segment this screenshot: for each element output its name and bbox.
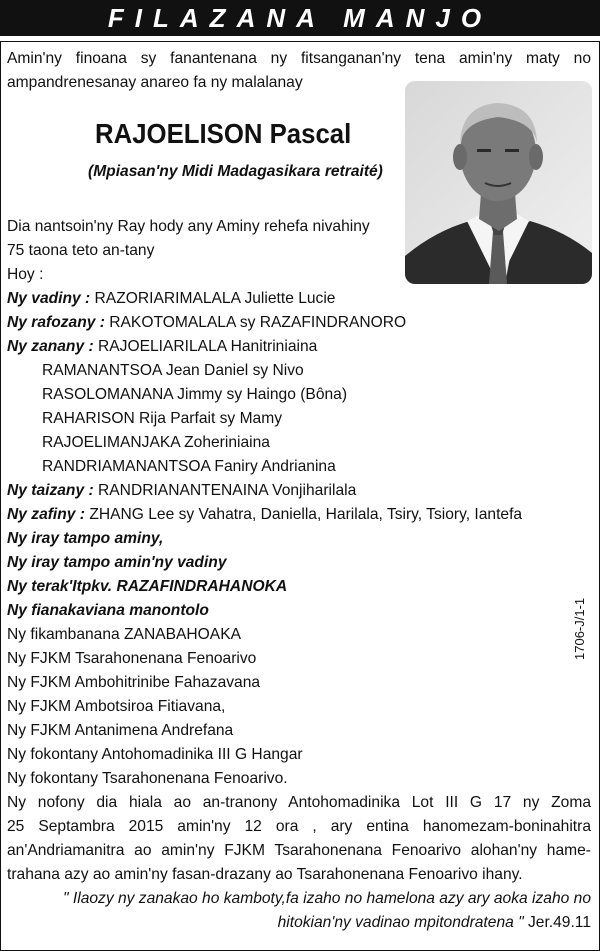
family-children [7, 335, 317, 359]
in-laws-names: RAKOTOMALALA sy RAZAFINDRANORO [109, 314, 407, 331]
organization-item: Ny fokontany Tsarahonenana Fenoarivo. [7, 770, 288, 787]
grandchildren-label: Ny zafiny : [7, 506, 85, 523]
organization-item: Ny fikambanana ZANABAHOAKA [7, 626, 241, 643]
announcement-line-1: Dia nantsoin'ny Ray hody any Aminy rehefa nivahiny [7, 218, 370, 235]
verse-text: hitokian'ny vadinao mpitondratena " [277, 914, 524, 931]
verse-line-2 [7, 911, 591, 935]
intro-line-1: Amin'ny finoana sy fanantenana ny fitsanganan'ny tena amin'ny maty no [7, 50, 591, 67]
deceased-name: RAJOELISON Pascal [95, 118, 352, 149]
siblings-line: Ny iray tampo aminy, [7, 530, 164, 547]
in-laws-label: Ny rafozany : [7, 314, 105, 331]
family-foster [7, 479, 356, 503]
foster-label: Ny taizany : [7, 482, 94, 499]
page-title: FILAZANA MANJO [107, 3, 493, 33]
organization-item: Ny FJKM Tsarahonenana Fenoarivo [7, 650, 257, 667]
family-grandchildren [7, 503, 522, 527]
children-label: Ny zanany : [7, 338, 94, 355]
funeral-line-2: 25 Septambra 2015 amin'ny 12 ora , ary entina hanomezam-boninahitra [7, 818, 591, 835]
descendants-line: Ny terak'Itpkv. RAZAFINDRAHANOKA [7, 578, 288, 595]
funeral-line-4: trahana azy ao amin'ny fasan-drazany ao Tsarahonenana Fenoarivo ihany. [7, 866, 523, 883]
foster-name: RANDRIANANTENAINA Vonjiharilala [98, 482, 357, 499]
grandchildren-names: ZHANG Lee sy Vahatra, Daniella, Harilala, Tsiry, Tsiory, Iantefa [89, 506, 523, 523]
spouse-name: RAZORIARIMALALA Juliette Lucie [94, 290, 336, 307]
intro-line-2: ampandrenesanay anareo fa ny malalanay [7, 74, 303, 91]
organization-item: Ny FJKM Ambohitrinibe Fahazavana [7, 674, 261, 691]
reference-code: 1706-J/1-1 [572, 597, 587, 660]
child-name: RAMANANTSOA Jean Daniel sy Nivo [42, 362, 304, 379]
verse-line-1: " Ilaozy ny zanakao ho kamboty,fa izaho no hamelona azy ary aoka izaho no [63, 890, 591, 907]
deceased-occupation: (Mpiasan'ny Midi Madagasikara retraité) [88, 163, 383, 180]
verse-reference: Jer.49.11 [523, 914, 591, 931]
spouse-label: Ny vadiny : [7, 290, 91, 307]
funeral-line-1: Ny nofony dia hiala ao an-tranony Antohomadinika Lot III G 17 ny Zoma [7, 794, 591, 811]
organization-item: Ny FJKM Antanimena Andrefana [7, 722, 234, 739]
organization-item: Ny FJKM Ambotsiroa Fitiavana, [7, 698, 226, 715]
child-name: RAJOELIARILALA Hanitriniaina [98, 338, 318, 355]
child-name: RANDRIAMANANTSOA Faniry Andrianina [42, 458, 336, 475]
portrait-photo [405, 81, 592, 284]
whole-family-line: Ny fianakaviana manontolo [7, 602, 209, 619]
announcement-line-2: 75 taona teto an-tany [7, 242, 155, 259]
spouse-siblings-line: Ny iray tampo amin'ny vadiny [7, 554, 227, 571]
family-spouse [7, 287, 335, 311]
funeral-line-3: an'Andriamanitra ao amin'ny FJKM Tsarahonenana Fenoarivo alohan'ny hame- [7, 842, 591, 859]
announcement-line-3: Hoy : [7, 266, 44, 283]
child-name: RAHARISON Rija Parfait sy Mamy [42, 410, 283, 427]
family-in-laws [7, 311, 406, 335]
header-bar [0, 0, 600, 39]
child-name: RAJOELIMANJAKA Zoheriniaina [42, 434, 270, 451]
child-name: RASOLOMANANA Jimmy sy Haingo (Bôna) [42, 386, 348, 403]
organization-item: Ny fokontany Antohomadinika III G Hangar [7, 746, 303, 763]
portrait-image [405, 81, 592, 284]
